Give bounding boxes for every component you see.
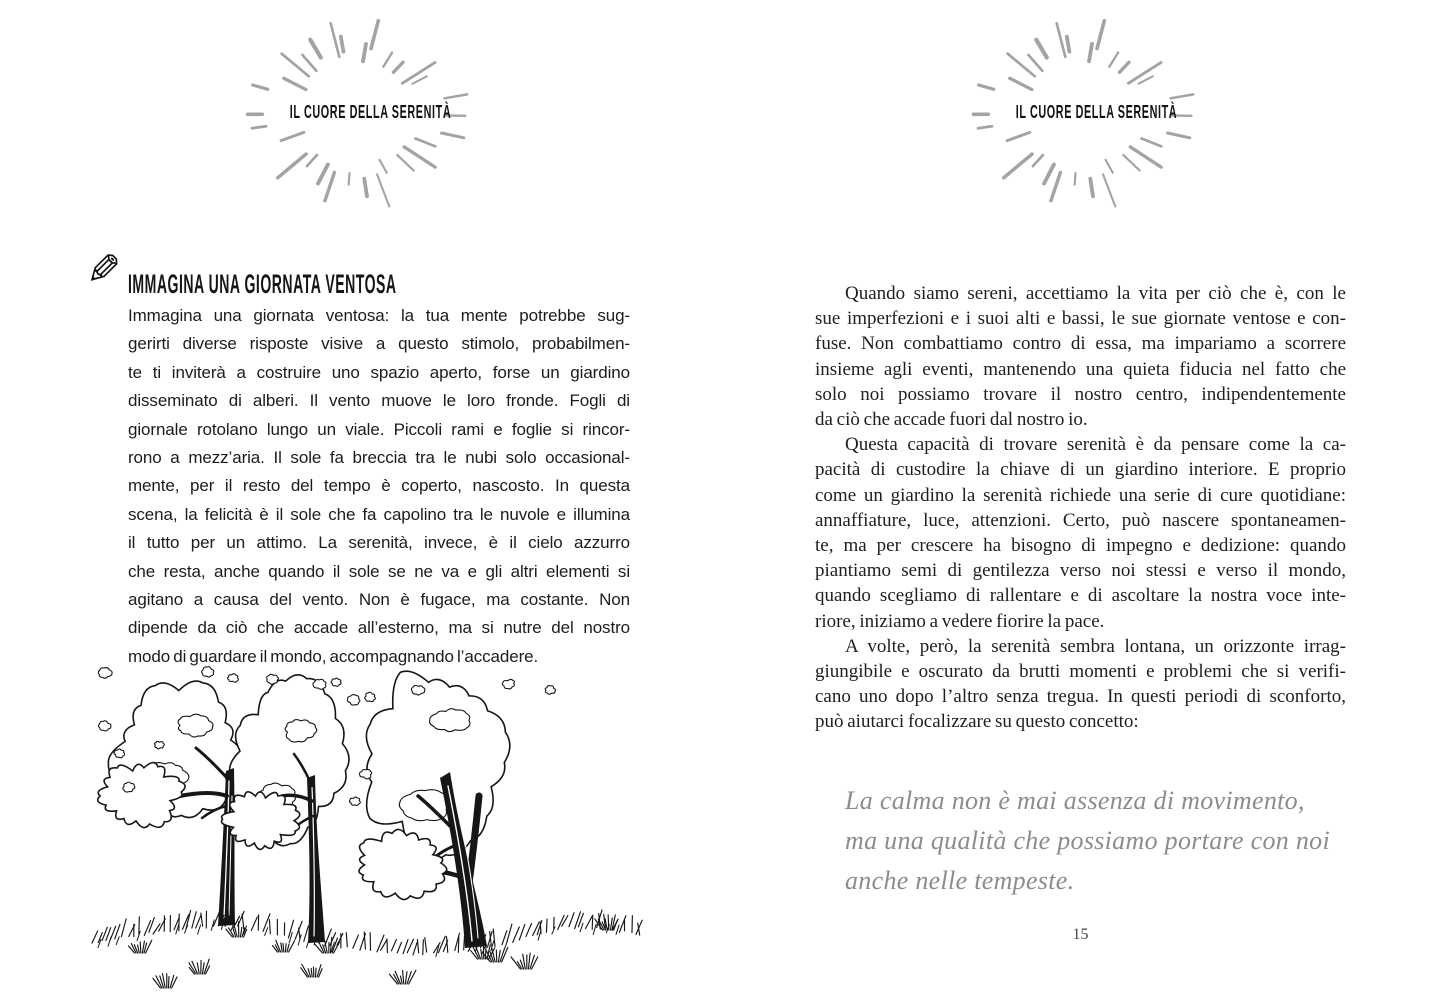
text-line: annaffiature, luce, attenzioni. Certo, può nascere spontaneamen-	[815, 509, 1346, 531]
text-line: giungibile e oscurato da brutti momenti e problemi che si verifi-	[815, 661, 1346, 683]
text-line: agitano a causa del vento. Non è fugace, ma costante. Non	[128, 590, 630, 610]
text-line: te ti inviterà a costruire uno spazio aperto, forse un giardino	[128, 362, 630, 382]
text-line: disseminato di alberi. Il vento muove le loro fronde. Fogli di	[128, 391, 630, 411]
left-running-title-logo	[236, 8, 472, 218]
paragraph	[815, 634, 1346, 735]
chapter-heading: IMMAGINA UNA GIORNATA VENTOSA	[128, 269, 397, 299]
text-line: fuse. Non combattiamo contro di essa, ma impariamo a scorrere	[815, 333, 1346, 355]
windswept-trees-illustration	[88, 646, 650, 1003]
quote-line: ma una qualità che possiamo portare con noi	[845, 826, 1330, 855]
text-line: Questa capacità di trovare serenità è da pensare come la ca-	[845, 434, 1346, 456]
text-line: dipende da ciò che accade all’esterno, ma si nutre del nostro	[128, 618, 630, 638]
text-line: scena, la felicità è il sole che fa capolino tra le nuvole e illumina	[128, 504, 630, 524]
text-line: modo di guardare il mondo, accompagnando l’accadere.	[128, 646, 539, 666]
text-line: te, ma per crescere ha bisogno di impegno e dedizione: quando	[815, 535, 1346, 557]
right-body-text	[815, 281, 1346, 735]
text-line: può aiutarci focalizzare su questo concetto:	[815, 711, 1139, 733]
text-line: insieme agli eventi, mantenendo una quieta fiducia nel fatto che	[815, 358, 1346, 380]
text-line: mente, per il resto del tempo è coperto, nascosto. In questa	[128, 476, 630, 496]
running-title: IL CUORE DELLA SERENITÀ	[289, 102, 452, 122]
text-line: il tutto per un attimo. La serenità, invece, è il cielo azzurro	[128, 533, 630, 553]
text-line: da ciò che accade fuori dal nostro io.	[815, 409, 1088, 431]
text-line: pacità di custodire la chiave di un giardino interiore. E proprio	[815, 459, 1346, 481]
text-line: cano uno dopo l’altro senza tregua. In questi periodi di sconforto,	[815, 686, 1346, 708]
page-number: 15	[1072, 926, 1089, 943]
paragraph	[815, 281, 1346, 432]
text-line: sue imperfezioni e i suoi alti e bassi, le sue giornate ventose e con-	[815, 308, 1346, 330]
text-line: come un giardino la serenità richiede una serie di cure quotidiane:	[815, 484, 1346, 506]
text-line: A volte, però, la serenità sembra lontana, un orizzonte irrag-	[845, 635, 1346, 657]
pull-quote	[845, 781, 1350, 901]
paragraph	[815, 432, 1346, 634]
left-body-paragraph	[128, 302, 630, 671]
text-line: Immagina una giornata ventosa: la tua mente potrebbe sug-	[128, 306, 630, 325]
text-line: rono a mezz’aria. Il sole fa breccia tra le nubi solo occasional-	[128, 448, 630, 468]
text-line: quando scegliamo di rallentare e di ascoltare la nostra voce inte-	[815, 585, 1346, 607]
text-line: giornale rotolano lungo un viale. Piccoli rami e foglie si rincor-	[128, 419, 630, 439]
text-line: solo noi possiamo trovare il nostro centro, indipendentemente	[815, 383, 1346, 405]
right-running-title-logo	[962, 8, 1198, 218]
text-line: Quando siamo sereni, accettiamo la vita per ciò che è, con le	[845, 283, 1346, 304]
quote-line: La calma non è mai assenza di movimento,	[845, 786, 1305, 815]
text-line: gerirti diverse risposte visive a questo stimolo, probabilmen-	[128, 334, 630, 354]
text-line: che resta, anche quando il sole se ne va e gli altri elementi si	[128, 561, 630, 581]
text-line: riore, iniziamo a vedere fiorire la pace.	[815, 610, 1105, 632]
running-title: IL CUORE DELLA SERENITÀ	[1015, 102, 1178, 122]
pencil-icon: ✎	[86, 245, 122, 294]
text-line: piantiamo semi di gentilezza verso noi stessi e verso il mondo,	[815, 560, 1346, 582]
quote-line: anche nelle tempeste.	[845, 866, 1075, 895]
left-page	[0, 0, 722, 1003]
